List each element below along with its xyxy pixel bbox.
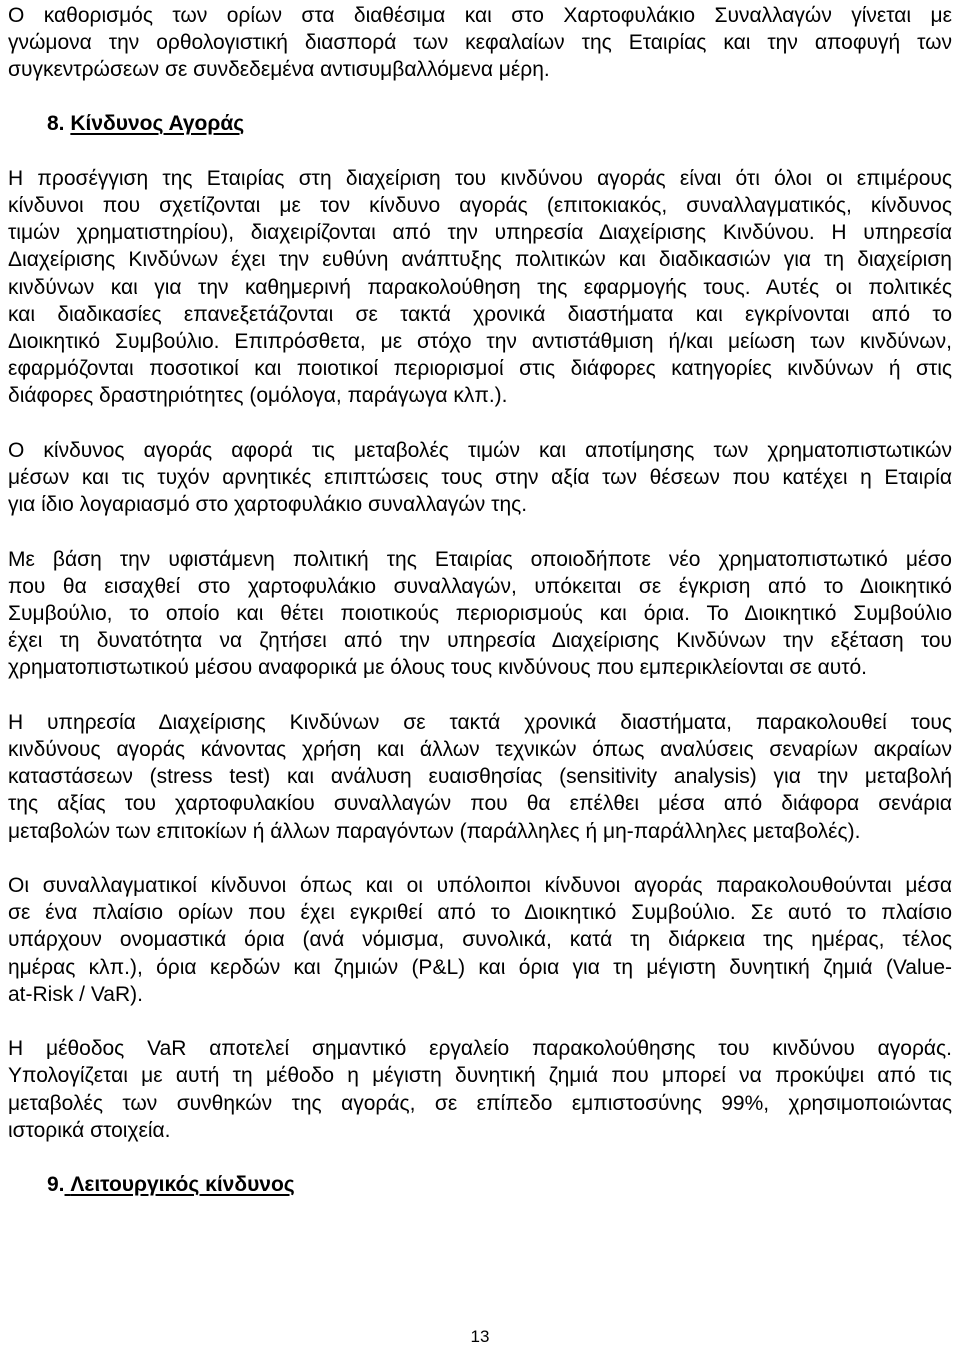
paragraph [8, 546, 952, 682]
text-line: σε ένα πλαίσιο ορίων που έχει εγκριθεί από το Διοικητικό Συμβούλιο. Σε αυτό το πλαίσιο [8, 901, 952, 925]
text-line: Οι συναλλαγματικοί κίνδυνοι όπως και οι υπόλοιποι κίνδυνοι αγοράς παρακολουθούνται μέσα [8, 873, 952, 897]
text-line: Η προσέγγιση της Εταιρίας στη διαχείριση του κινδύνου αγοράς είναι ότι όλοι οι επιμέρους [8, 166, 952, 190]
text-line: Ο κίνδυνος αγοράς αφορά τις μεταβολές τιμών και αποτίμησης των χρηματοπιστωτικών [8, 438, 952, 462]
text-line: γνώμονα την ορθολογιστική διασπορά των κεφαλαίων της Εταιρίας και την αποφυγή των [8, 30, 952, 54]
text-line: χρηματοπιστωτικού μέσου αναφορικά με όλους τους κινδύνους που εμπερικλείονται σε αυτό. [8, 656, 868, 680]
text-line: κινδύνους αγοράς κάνοντας χρήση και άλλων τεχνικών όπως αναλύσεις σεναρίων ακραίων [8, 737, 952, 761]
section-title-underline [65, 1173, 295, 1196]
text-line: μεταβολών των επιτοκίων ή άλλων παραγόντων (παράλληλες ή μη-παράλληλες μεταβολές). [8, 819, 861, 843]
text-line: ιστορικά στοιχεία. [8, 1118, 171, 1142]
text-line: καταστάσεων (stress test) και ανάλυση ευαισθησίας (sensitivity analysis) για την μεταβολή [8, 765, 952, 789]
section-number: 8. [47, 112, 65, 136]
text-line: Διαχείρισης Κινδύνων έχει την ευθύνη ανάπτυξης πολιτικών και διαδικασιών για τη διαχείριση [8, 248, 952, 272]
text-line: εφαρμόζονται ποσοτικοί και ποιοτικοί περιορισμοί στις διάφορες κατηγορίες κινδύνων ή στις [8, 357, 952, 381]
text-line: Με βάση την υφιστάμενη πολιτική της Εταιρίας οποιοδήποτε νέο χρηματοπιστωτικό μέσο [8, 547, 952, 571]
text-line: διάφορες δραστηριότητες (ομόλογα, παράγωγα κλπ.). [8, 384, 508, 408]
text-line: μεταβολές των συνθηκών της αγοράς, σε επίπεδο εμπιστοσύνης 99%, χρησιμοποιώντας [8, 1091, 952, 1115]
paragraph [8, 165, 952, 410]
intro-paragraph [8, 2, 952, 84]
text-line: για ίδιο λογαριασμό στο χαρτοφυλάκιο συναλλαγών της. [8, 493, 528, 517]
text-line: Ο καθορισμός των ορίων στα διαθέσιμα και στο Χαρτοφυλάκιο Συναλλαγών γίνεται με [8, 3, 952, 27]
section-9-heading [8, 1171, 952, 1198]
page-number: 13 [470, 1327, 490, 1346]
text-line: Συμβούλιο, το οποίο και θέτει ποιοτικούς περιορισμούς και όρια. Το Διοικητικό Συμβούλιο [8, 601, 952, 625]
paragraph [8, 872, 952, 1008]
paragraph [8, 437, 952, 519]
text-line: που θα εισαχθεί στο χαρτοφυλάκιο συναλλαγών, υπόκειται σε έγκριση από το Διοικητικό [8, 574, 952, 598]
text-line: και διαδικασίες επανεξετάζονται σε τακτά χρονικά διαστήματα και εγκρίνονται από το [8, 302, 952, 326]
text-line: at-Risk / VaR). [8, 982, 143, 1006]
text-line: μέσων και τις τυχόν αρνητικές επιπτώσεις τους στην αξία των θέσεων που κατέχει η Εταιρία [8, 465, 952, 489]
text-line: της αξίας του χαρτοφυλακίου συναλλαγών που θα επέλθει μέσα από διάφορα σενάρια [8, 792, 952, 816]
text-line: Η μέθοδος VaR αποτελεί σημαντικό εργαλείο παρακολούθησης του κινδύνου αγοράς. [8, 1037, 952, 1061]
section-number: 9. [47, 1173, 65, 1197]
document-page [8, 2, 952, 1226]
text-line: κίνδυνοι που σχετίζονται με τον κίνδυνο αγοράς (επιτοκιακός, συναλλαγματικός, κίνδυνος [8, 193, 952, 217]
section-title: Λειτουργικός κίνδυνος [70, 1173, 295, 1197]
text-line: Διοικητικό Συμβούλιο. Επιπρόσθετα, με στόχο την αντιστάθμιση ή/και μείωση των κινδύνων, [8, 329, 952, 353]
section-8-heading [8, 110, 952, 137]
text-line: συγκεντρώσεων σε συνδεδεμένα αντισυμβαλλόμενα μέρη. [8, 57, 550, 81]
section-title: Κίνδυνος Αγοράς [70, 112, 245, 136]
text-line: κινδύνων και για την καθημερινή παρακολούθηση της εφαρμογής τους. Αυτές οι πολιτικές [8, 275, 952, 299]
text-line: υπάρχουν ονομαστικά όρια (ανά νόμισμα, συνολικά, κατά τη διάρκεια της ημέρας, τέλος [8, 928, 952, 952]
text-line: τιμών χρηματιστηρίου), διαχειρίζονται από την υπηρεσία Διαχείρισης Κινδύνου. Η υπηρεσία [8, 221, 952, 245]
paragraph [8, 709, 952, 845]
paragraph [8, 1035, 952, 1144]
text-line: Υπολογίζεται με αυτή τη μέθοδο η μέγιστη δυνητική ζημιά που μπορεί να προκύψει από τις [8, 1064, 952, 1088]
text-line: ημέρας κλπ.), όρια κερδών και ζημιών (P&L) και όρια για τη μέγιστη δυνητική ζημιά (Value- [8, 955, 952, 979]
text-line: Η υπηρεσία Διαχείρισης Κινδύνων σε τακτά χρονικά διαστήματα, παρακολουθεί τους [8, 710, 952, 734]
text-line: έχει τη δυνατότητα να ζητήσει από την υπηρεσία Διαχείρισης Κινδύνων την εξέταση του [8, 629, 952, 653]
